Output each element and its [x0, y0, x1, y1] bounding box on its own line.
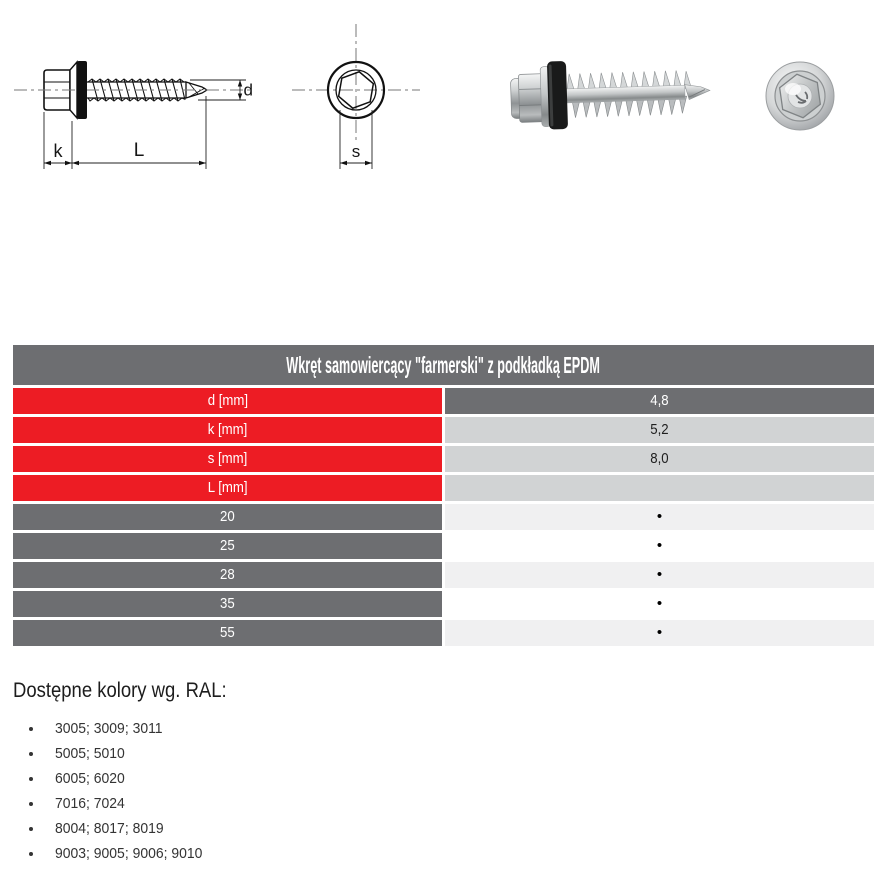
availability-cell — [445, 562, 874, 588]
photo-screw-side — [510, 56, 711, 130]
colors-section — [13, 678, 889, 863]
ral-color-item: • 3005; 3009; 3011 — [44, 720, 889, 738]
availability-cell — [445, 504, 874, 530]
length-label: 20 — [220, 508, 235, 525]
availability-dot: • — [656, 537, 663, 554]
dim-label-k: k — [53, 141, 63, 161]
photo-screw-head-on — [766, 62, 834, 130]
availability-dot: • — [656, 624, 663, 641]
spec-label: s [mm] — [207, 450, 248, 467]
length-row — [13, 562, 874, 588]
table-title-cell — [13, 345, 874, 385]
spec-row — [13, 417, 874, 443]
length-label: 35 — [220, 595, 235, 612]
spec-value-cell — [445, 388, 874, 414]
technical-drawing — [0, 0, 450, 330]
availability-cell — [445, 533, 874, 559]
length-label: 28 — [220, 566, 235, 583]
spec-value-cell — [445, 417, 874, 443]
spec-label-cell — [13, 417, 442, 443]
epdm-washer-drawing — [77, 61, 87, 119]
product-photo — [449, 0, 889, 330]
length-row — [13, 533, 874, 559]
spec-value-cell — [445, 446, 874, 472]
length-row — [13, 620, 874, 646]
ral-color-item: • 6005; 6020 — [44, 770, 889, 788]
length-label: 55 — [220, 624, 235, 641]
availability-dot: • — [656, 566, 663, 583]
spec-label: d [mm] — [207, 392, 248, 409]
length-row — [13, 504, 874, 530]
ral-colors-list — [13, 720, 889, 863]
dim-label-d: d — [243, 80, 253, 100]
media-row — [0, 0, 889, 330]
length-label-cell — [13, 533, 442, 559]
length-row — [13, 591, 874, 617]
length-label-cell — [13, 620, 442, 646]
length-label-cell — [13, 562, 442, 588]
availability-cell — [445, 591, 874, 617]
table-title-row — [13, 345, 874, 385]
spec-row — [13, 446, 874, 472]
availability-cell — [445, 620, 874, 646]
screw-side-drawing — [14, 61, 253, 169]
spec-value-cell — [445, 475, 874, 501]
spec-label-cell — [13, 388, 442, 414]
spec-label-cell — [13, 446, 442, 472]
availability-dot: • — [656, 595, 663, 612]
spec-table — [10, 342, 877, 649]
length-label: 25 — [220, 537, 235, 554]
ral-color-item: • 9003; 9005; 9006; 9010 — [44, 845, 889, 863]
availability-dot: • — [656, 508, 663, 525]
ral-color-item: • 5005; 5010 — [44, 745, 889, 763]
spec-value: 4,8 — [650, 392, 669, 409]
colors-heading: Dostępne kolory wg. RAL: — [13, 679, 227, 702]
spec-label: k [mm] — [207, 421, 248, 438]
length-label-cell — [13, 591, 442, 617]
spec-value: 5,2 — [650, 421, 669, 438]
photo-drill-point — [685, 84, 710, 100]
dim-label-s: s — [351, 142, 361, 161]
spec-row — [13, 388, 874, 414]
ral-color-item: • 7016; 7024 — [44, 795, 889, 813]
length-label-cell — [13, 504, 442, 530]
table-title: Wkręt samowiercący "farmerski" z podkładką EPDM — [286, 351, 601, 378]
screw-top-drawing — [292, 24, 420, 169]
spec-label-cell — [13, 475, 442, 501]
spec-value: 8,0 — [650, 450, 669, 467]
spec-label: L [mm] — [207, 479, 248, 496]
ral-color-item: • 8004; 8017; 8019 — [44, 820, 889, 838]
spec-rows — [13, 388, 874, 646]
spec-row — [13, 475, 874, 501]
dim-label-L: L — [133, 140, 145, 161]
